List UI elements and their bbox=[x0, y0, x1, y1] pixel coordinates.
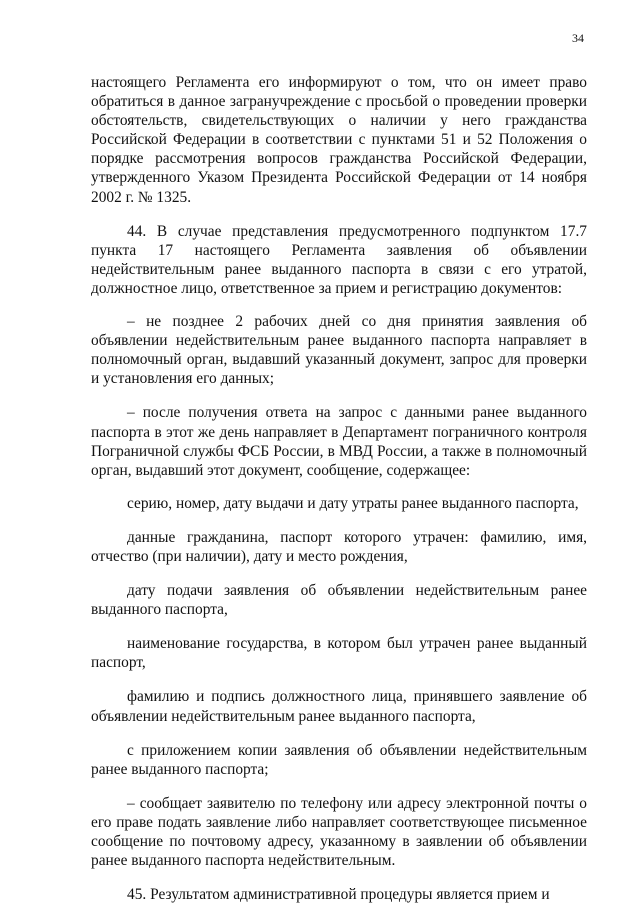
paragraph-subitem-state: наименование государства, в котором был утрачен ранее выданный паспорт, bbox=[91, 635, 587, 672]
paragraph-item-notification: – после получения ответа на запрос с данными ранее выданного паспорта в этот же день направляет в Департамент пограничного контроля Пограничной службы ФСБ России, в МВД России, а также в полномочный орган, выдавший этот документ, сообщение, содержащее: bbox=[91, 404, 587, 479]
paragraph-45: 45. Результатом административной процедуры является прием и bbox=[127, 886, 550, 904]
document-body bbox=[91, 73, 587, 904]
paragraph-subitem-official: фамилию и подпись должностного лица, принявшего заявление об объявлении недействительным ранее выданного паспорта, bbox=[91, 688, 587, 725]
page-number: 34 bbox=[572, 31, 584, 45]
paragraph-subitem-series: серию, номер, дату выдачи и дату утраты ранее выданного паспорта, bbox=[127, 494, 579, 512]
paragraph-item-inform-applicant: – сообщает заявителю по телефону или адресу электронной почты о его праве подать заявление либо направляет соответствующее письменное сообщение по почтовому адресу, указанному в заявлении об объявлении ранее выданного паспорта недействительным. bbox=[91, 794, 587, 870]
paragraph-subitem-application-date: дату подачи заявления об объявлении недействительным ранее выданного паспорта, bbox=[91, 582, 587, 619]
paragraph-item-deadline: – не позднее 2 рабочих дней со дня принятия заявления об объявлении недействительным ранее выданного паспорта направляет в полномочный орган, выдавший указанный документ, запрос для проверки и установления его данных; bbox=[91, 313, 587, 388]
paragraph-subitem-citizen-data: данные гражданина, паспорт которого утрачен: фамилию, имя, отчество (при наличии), дату и место рождения, bbox=[91, 528, 587, 565]
paragraph-subitem-attachment: с приложением копии заявления об объявлении недействительным ранее выданного паспорта; bbox=[91, 741, 587, 778]
paragraph-44: 44. В случае представления предусмотренного подпунктом 17.7 пункта 17 настоящего Регламента заявления об объявлении недействительным ранее выданного паспорта в связи с его утратой, должностное лицо, ответственное за прием и регистрацию документов: bbox=[91, 222, 587, 297]
paragraph-continuation: настоящего Регламента его информируют о том, что он имеет право обратиться в данное загранучреждение с просьбой о проведении проверки обстоятельств, свидетельствующих о наличии у него гражданства Российской Федерации в соответствии с пунктами 51 и 52 Положения о порядке рассмотрения вопросов гражданства Российской Федерации, утвержденного Указом Президента Российской Федерации от 14 ноября 2002 г. № 1325. bbox=[91, 74, 587, 206]
